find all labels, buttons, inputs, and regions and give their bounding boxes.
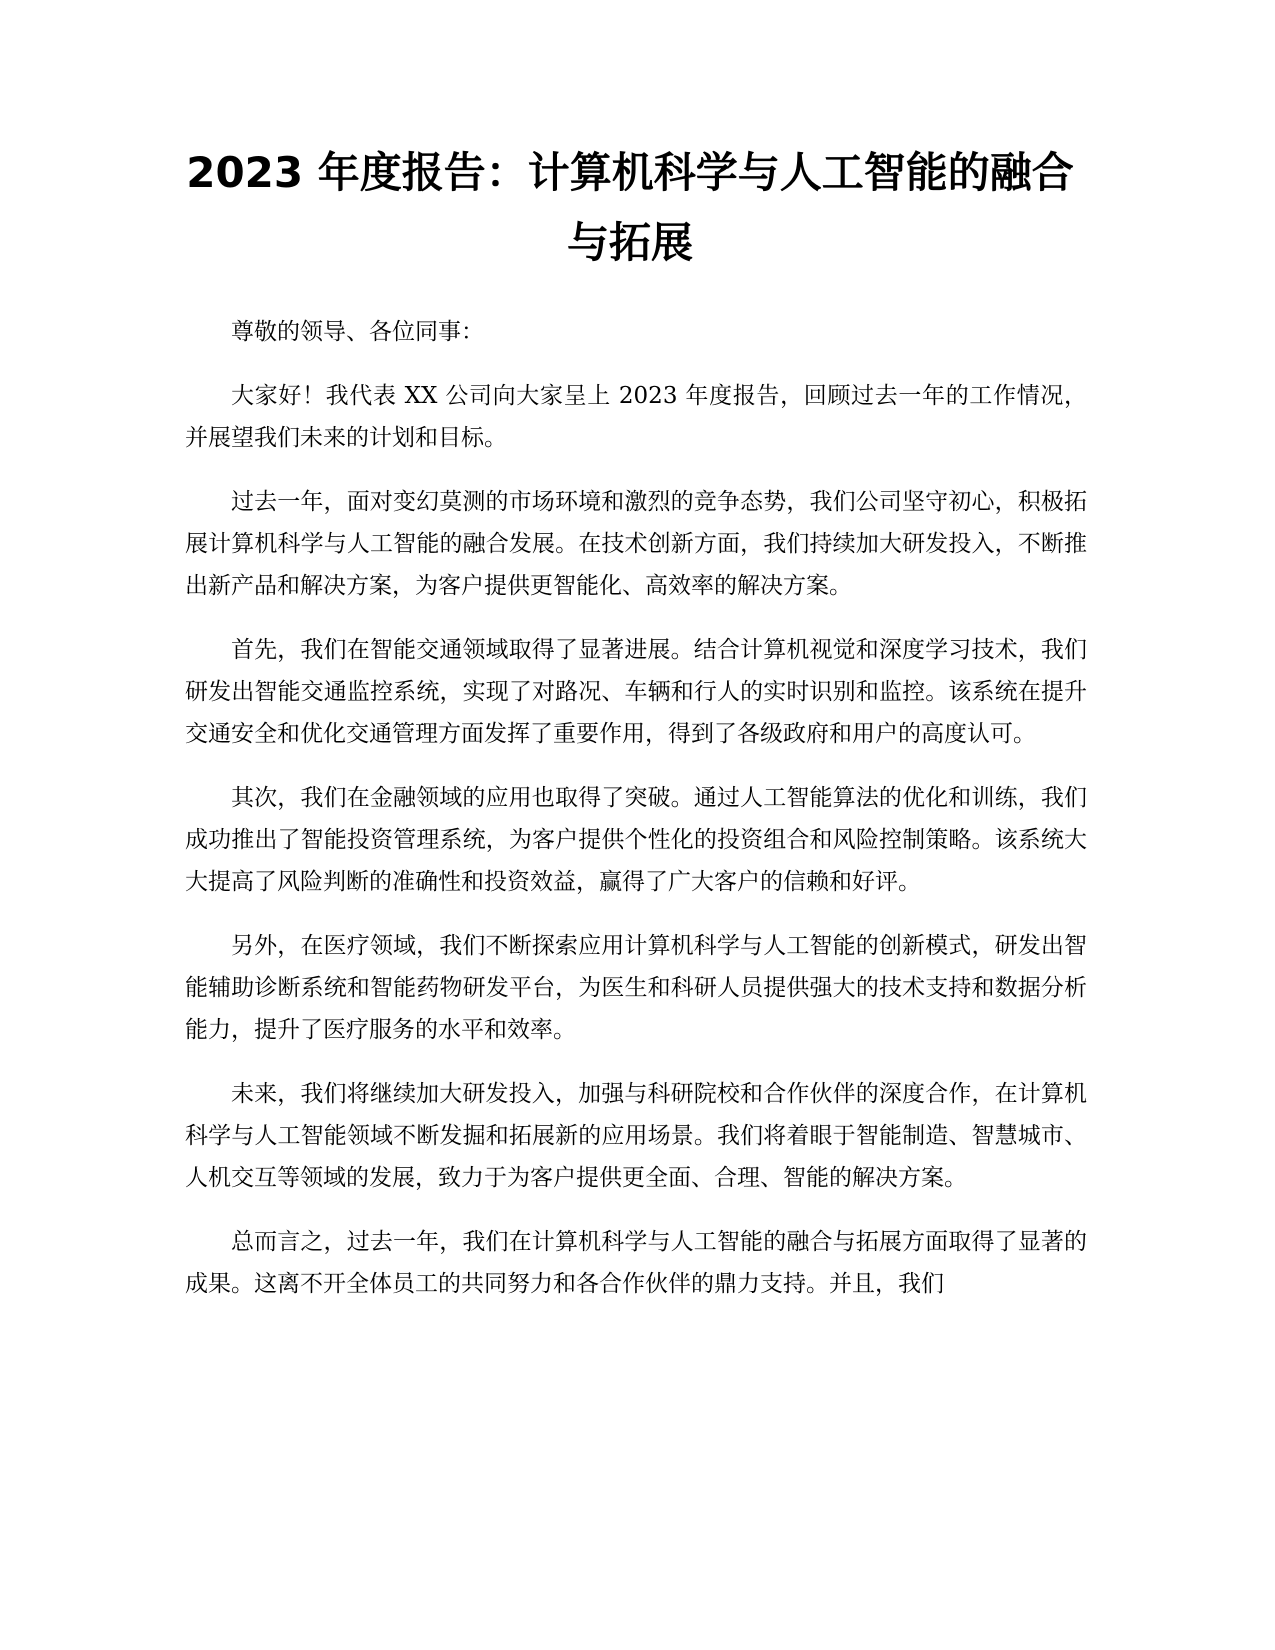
paragraph-finance: 其次，我们在金融领域的应用也取得了突破。通过人工智能算法的优化和训练，我们成功推出了智能投资管理系统，为客户提供个性化的投资组合和风险控制策略。该系统大大提高了风险判断的准确性和投资效益，赢得了广大客户的信赖和好评。 <box>185 785 1087 895</box>
paragraph-salutation: 尊敬的领导、各位同事： <box>231 319 484 345</box>
paragraph-past-year: 过去一年，面对变幻莫测的市场环境和激烈的竞争态势，我们公司坚守初心，积极拓展计算机科学与人工智能的融合发展。在技术创新方面，我们持续加大研发投入，不断推出新产品和解决方案，为客户提供更智能化、高效率的解决方案。 <box>185 489 1087 599</box>
paragraph-smart-transport: 首先，我们在智能交通领域取得了显著进展。结合计算机视觉和深度学习技术，我们研发出智能交通监控系统，实现了对路况、车辆和行人的实时识别和监控。该系统在提升交通安全和优化交通管理方面发挥了重要作用，得到了各级政府和用户的高度认可。 <box>185 637 1087 747</box>
paragraph-medical: 另外，在医疗领域，我们不断探索应用计算机科学与人工智能的创新模式，研发出智能辅助诊断系统和智能药物研发平台，为医生和科研人员提供强大的技术支持和数据分析能力，提升了医疗服务的水平和效率。 <box>185 933 1087 1043</box>
document-title: 2023 年度报告：计算机科学与人工智能的融合与拓展 <box>186 148 1074 267</box>
paragraph-greeting: 大家好！我代表 XX 公司向大家呈上 2023 年度报告，回顾过去一年的工作情况，并展望我们未来的计划和目标。 <box>185 383 1087 451</box>
paragraph-future: 未来，我们将继续加大研发投入，加强与科研院校和合作伙伴的深度合作，在计算机科学与人工智能领域不断发掘和拓展新的应用场景。我们将着眼于智能制造、智慧城市、人机交互等领域的发展，致力于为客户提供更全面、合理、智能的解决方案。 <box>185 1081 1087 1191</box>
document-body <box>185 311 1087 1327</box>
paragraph-summary: 总而言之，过去一年，我们在计算机科学与人工智能的融合与拓展方面取得了显著的成果。这离不开全体员工的共同努力和各合作伙伴的鼎力支持。并且，我们 <box>185 1229 1087 1297</box>
